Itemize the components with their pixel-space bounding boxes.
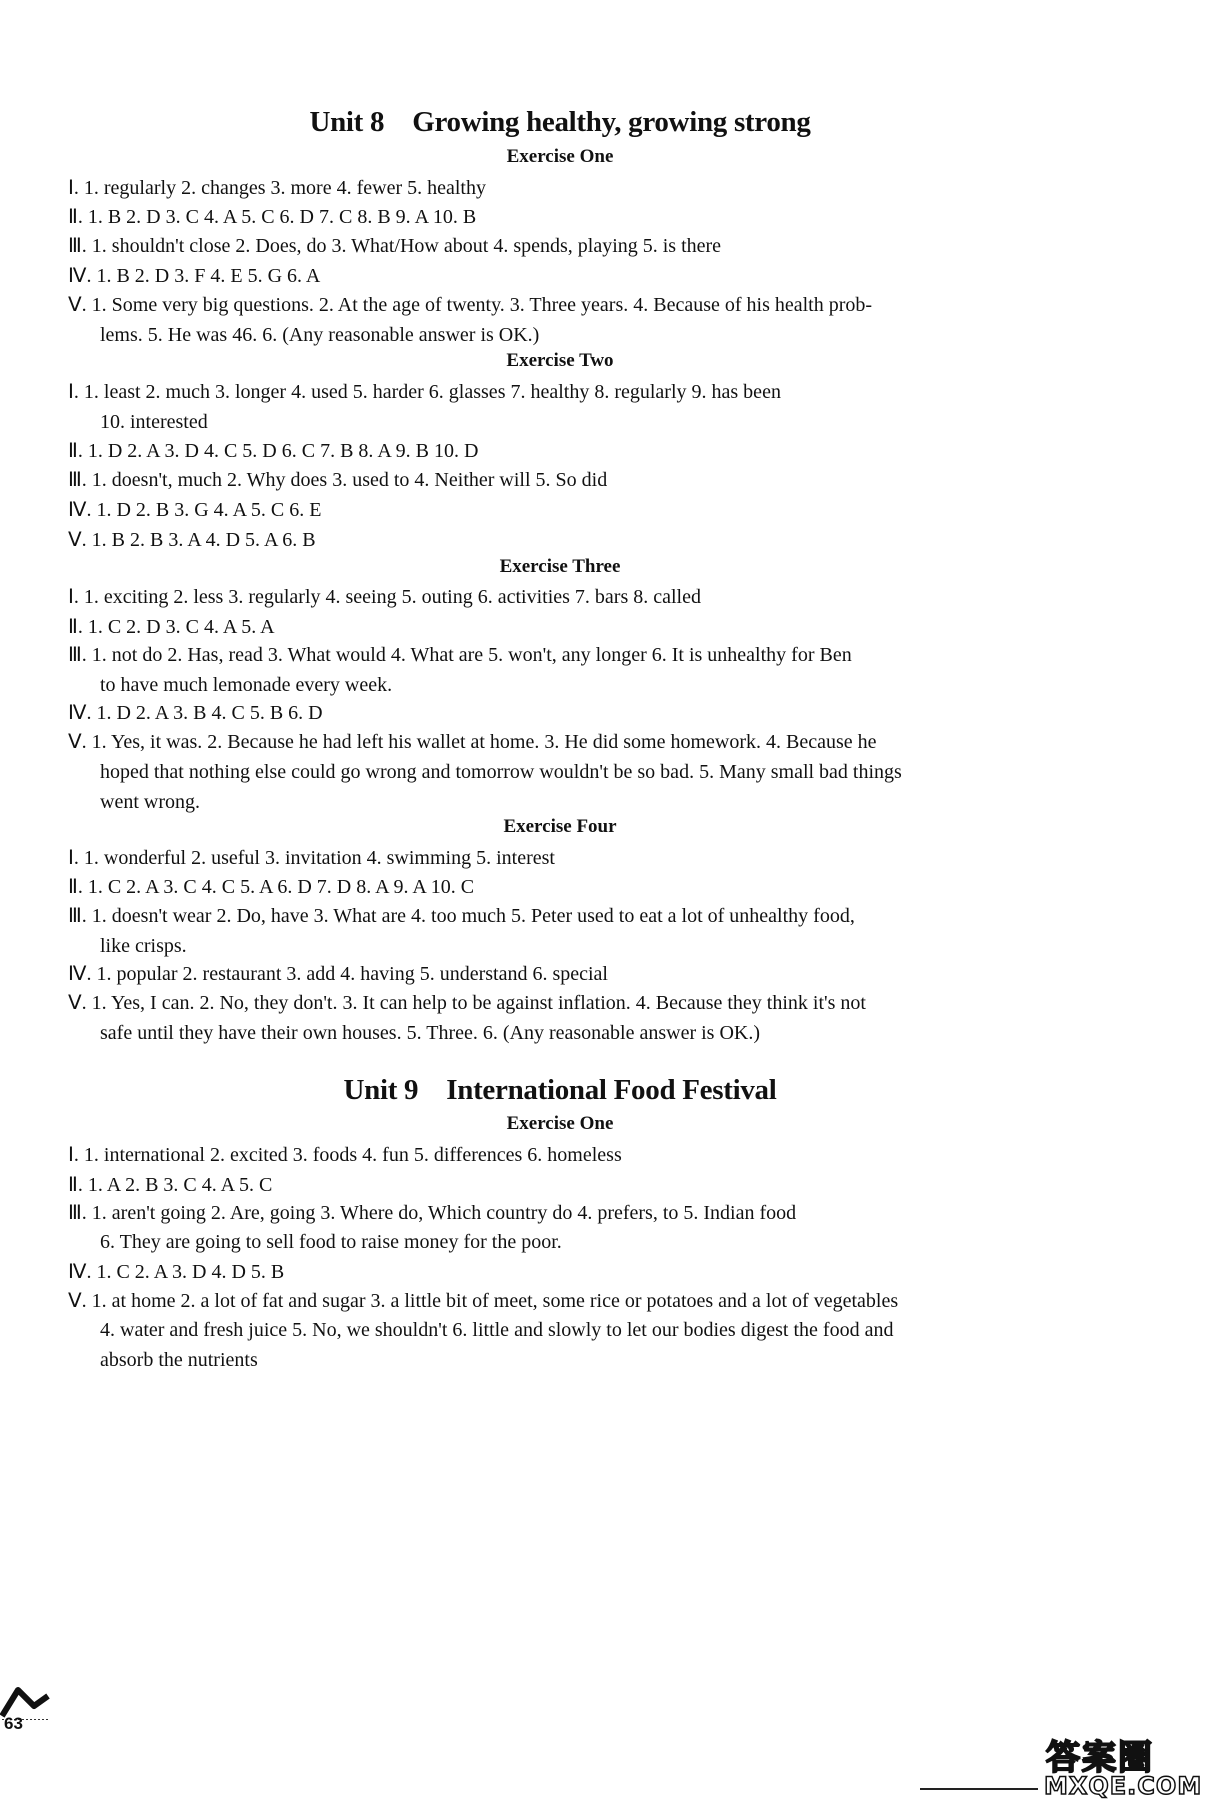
- u8-ex4-part-1: Ⅰ. 1. wonderful 2. useful 3. invitation 4. swimming 5. interest: [68, 847, 555, 869]
- u8-ex2-part-1-line-2: 10. interested: [100, 411, 208, 433]
- u9-ex1-part-3-line-2: 6. They are going to sell food to raise money for the poor.: [100, 1231, 562, 1253]
- u8-exercise-four-heading: Exercise Four: [503, 816, 617, 837]
- u9-ex1-part-1: Ⅰ. 1. international 2. excited 3. foods 4. fun 5. differences 6. homeless: [68, 1144, 622, 1166]
- watermark-top-text: 答案圈: [1046, 1738, 1154, 1778]
- u8-ex3-part-3-line-1: Ⅲ. 1. not do 2. Has, read 3. What would 4. What are 5. won't, any longer 6. It is unhealthy for Ben: [68, 644, 852, 666]
- u8-exercise-one-heading: Exercise One: [506, 146, 614, 167]
- u8-ex3-part-5-line-2: hoped that nothing else could go wrong and tomorrow wouldn't be so bad. 5. Many small bad things: [100, 761, 902, 783]
- u8-ex1-part-5-line-2: lems. 5. He was 46. 6. (Any reasonable answer is OK.): [100, 324, 540, 346]
- unit-9-heading: [0, 1074, 1120, 1107]
- u8-ex4-part-4: Ⅳ. 1. popular 2. restaurant 3. add 4. having 5. understand 6. special: [68, 963, 608, 985]
- u8-ex3-part-5-line-1: Ⅴ. 1. Yes, it was. 2. Because he had left his wallet at home. 3. He did some homework. 4. Because he: [68, 731, 877, 753]
- u8-ex4-part-5-line-1: Ⅴ. 1. Yes, I can. 2. No, they don't. 3. It can help to be against inflation. 4. Because they think it's not: [68, 992, 866, 1014]
- page-number: 63: [4, 1714, 23, 1733]
- u8-ex4-part-2: Ⅱ. 1. C 2. A 3. C 4. C 5. A 6. D 7. D 8. A 9. A 10. C: [68, 876, 475, 898]
- u8-ex4-part-3-line-2: like crisps.: [100, 935, 187, 957]
- u8-ex1-part-4: Ⅳ. 1. B 2. D 3. F 4. E 5. G 6. A: [68, 265, 321, 287]
- u8-ex2-part-4: Ⅳ. 1. D 2. B 3. G 4. A 5. C 6. E: [68, 499, 322, 521]
- u8-ex3-part-4: Ⅳ. 1. D 2. A 3. B 4. C 5. B 6. D: [68, 702, 323, 724]
- u8-ex2-part-2: Ⅱ. 1. D 2. A 3. D 4. C 5. D 6. C 7. B 8. A 9. B 10. D: [68, 440, 479, 462]
- unit-8-number: Unit 8: [309, 106, 385, 138]
- u9-ex1-part-3-line-1: Ⅲ. 1. aren't going 2. Are, going 3. Where do, Which country do 4. prefers, to 5. Indian food: [68, 1202, 797, 1224]
- u8-ex1-part-2: Ⅱ. 1. B 2. D 3. C 4. A 5. C 6. D 7. C 8. B 9. A 10. B: [68, 206, 477, 228]
- u8-ex2-part-5: Ⅴ. 1. B 2. B 3. A 4. D 5. A 6. B: [68, 529, 316, 551]
- watermark-logo: [1038, 1728, 1210, 1800]
- u8-ex4-part-5-line-2: safe until they have their own houses. 5. Three. 6. (Any reasonable answer is OK.): [100, 1022, 760, 1044]
- u8-ex1-part-3: Ⅲ. 1. shouldn't close 2. Does, do 3. What/How about 4. spends, playing 5. is there: [68, 235, 722, 257]
- u8-ex1-part-1: Ⅰ. 1. regularly 2. changes 3. more 4. fewer 5. healthy: [68, 177, 486, 199]
- u9-ex1-part-5-line-1: Ⅴ. 1. at home 2. a lot of fat and sugar 3. a little bit of meet, some rice or potatoes and a lot of vegetables: [68, 1290, 899, 1312]
- u8-ex3-part-2: Ⅱ. 1. C 2. D 3. C 4. A 5. A: [68, 616, 275, 638]
- u8-ex1-part-5-line-1: Ⅴ. 1. Some very big questions. 2. At the age of twenty. 3. Three years. 4. Because of his health prob-: [68, 294, 873, 316]
- unit-8-title: Growing healthy, growing strong: [412, 106, 811, 138]
- u9-ex1-part-2: Ⅱ. 1. A 2. B 3. C 4. A 5. C: [68, 1174, 273, 1196]
- footer-rule: [920, 1788, 1038, 1790]
- u8-ex3-part-1: Ⅰ. 1. exciting 2. less 3. regularly 4. seeing 5. outing 6. activities 7. bars 8. called: [68, 586, 701, 608]
- u8-exercise-two-heading: Exercise Two: [506, 350, 614, 371]
- u8-ex4-part-3-line-1: Ⅲ. 1. doesn't wear 2. Do, have 3. What are 4. too much 5. Peter used to eat a lot of unhealthy food,: [68, 905, 855, 927]
- u8-ex3-part-5-line-3: went wrong.: [100, 791, 200, 813]
- unit-9-title: International Food Festival: [446, 1074, 777, 1106]
- u8-ex2-part-3: Ⅲ. 1. doesn't, much 2. Why does 3. used to 4. Neither will 5. So did: [68, 469, 608, 491]
- u9-ex1-part-4: Ⅳ. 1. C 2. A 3. D 4. D 5. B: [68, 1261, 285, 1283]
- watermark-bottom-text: MXQE.COM: [1044, 1772, 1203, 1800]
- u8-exercise-three-heading: Exercise Three: [499, 556, 621, 577]
- unit-9-number: Unit 9: [343, 1074, 419, 1106]
- u9-ex1-part-5-line-2: 4. water and fresh juice 5. No, we shouldn't 6. little and slowly to let our bodies digest the food and: [100, 1319, 894, 1341]
- u8-ex3-part-3-line-2: to have much lemonade every week.: [100, 674, 393, 696]
- u9-ex1-part-5-line-3: absorb the nutrients: [100, 1349, 258, 1371]
- unit-8-heading: [0, 106, 1120, 139]
- u8-ex2-part-1-line-1: Ⅰ. 1. least 2. much 3. longer 4. used 5. harder 6. glasses 7. healthy 8. regularly 9. has been: [68, 381, 781, 403]
- u9-exercise-one-heading: Exercise One: [506, 1113, 614, 1134]
